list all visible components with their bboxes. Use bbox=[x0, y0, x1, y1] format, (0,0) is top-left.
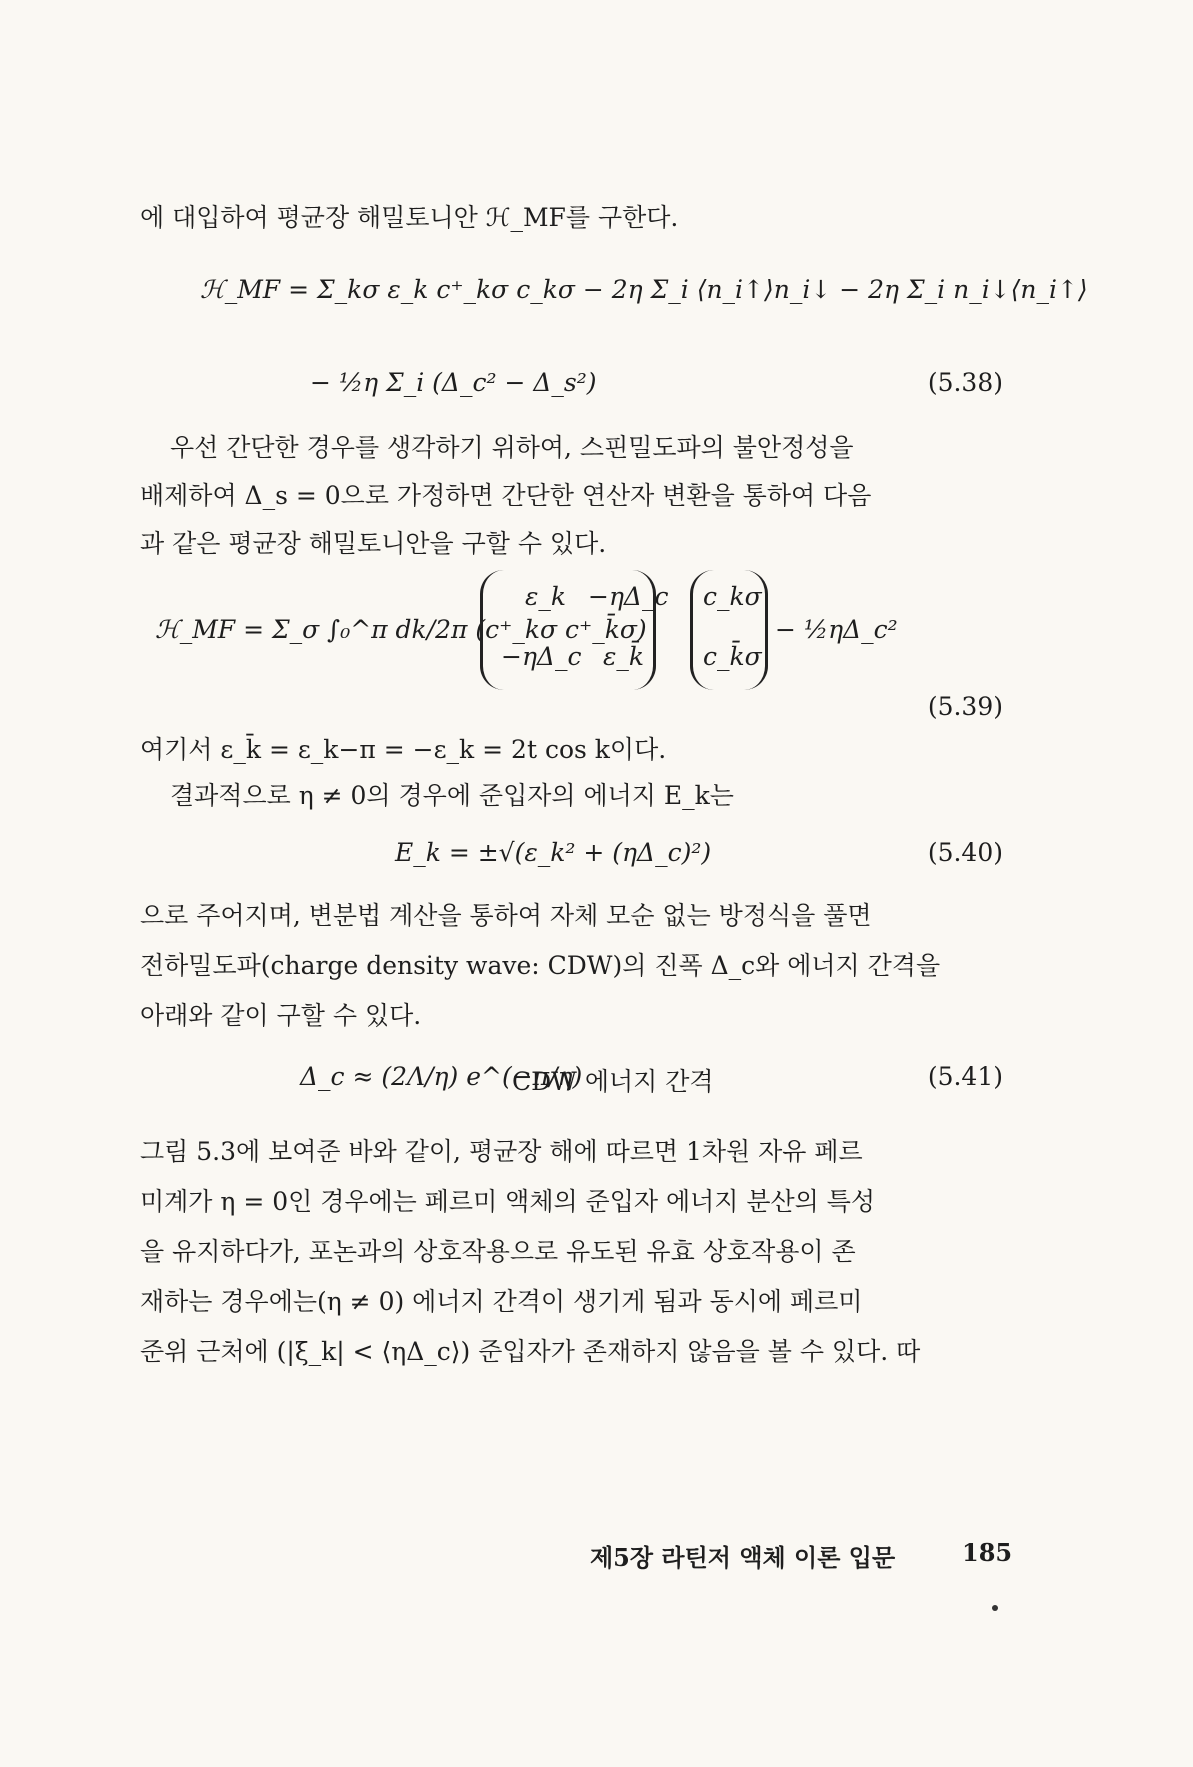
vector-entry: c_kσ bbox=[703, 582, 762, 611]
equation-5-38-line1: ℋ_MF = Σ_kσ ε_k c⁺_kσ c_kσ − 2η Σ_i ⟨n_i↑⟩n_i↓ − 2η Σ_i n_i↓⟨n_i↑⟩ bbox=[200, 275, 1088, 304]
equation-number: (5.40) bbox=[927, 838, 1003, 867]
matrix-entry: −ηΔ_c bbox=[501, 642, 582, 671]
text-line: 과 같은 평균장 해밀토니안을 구할 수 있다. bbox=[140, 529, 607, 558]
text-line: 전하밀도파(charge density wave: CDW)의 진폭 Δ_c와 에너지 간격을 bbox=[140, 951, 941, 980]
equation-5-40: E_k = ±√(ε_k² + (ηΔ_c)²) bbox=[395, 838, 712, 867]
matrix-entry: ε_k bbox=[525, 582, 567, 611]
matrix-entry: −ηΔ_c bbox=[588, 582, 669, 611]
text-line: 재하는 경우에는(η ≠ 0) 에너지 간격이 생기게 됨과 동시에 페르미 bbox=[140, 1287, 863, 1316]
dot-mark bbox=[992, 1605, 998, 1611]
equation-5-38-line2: − ½η Σ_i (Δ_c² − Δ_s²) bbox=[310, 368, 597, 397]
equation-number: (5.41) bbox=[927, 1062, 1003, 1091]
text-line: 아래와 같이 구할 수 있다. bbox=[140, 1001, 422, 1030]
vector-entry: c_k̄σ bbox=[703, 642, 762, 671]
equation-5-39: ℋ_MF = Σ_σ ∫₀^π dk/2π (c⁺_kσ c⁺_k̄σ) bbox=[155, 615, 647, 644]
text-line: 우선 간단한 경우를 생각하기 위하여, 스핀밀도파의 불안정성을 bbox=[170, 433, 854, 462]
text-line: 그림 5.3에 보여준 바와 같이, 평균장 해에 따르면 1차원 자유 페르 bbox=[140, 1137, 863, 1166]
text-line: 여기서 ε_k̄ = ε_k−π = −ε_k = 2t cos k이다. bbox=[140, 735, 667, 764]
text-line: 을 유지하다가, 포논과의 상호작용으로 유도된 유효 상호작용이 존 bbox=[140, 1237, 856, 1266]
text-line: 준위 근처에 (|ξ_k| < ⟨ηΔ_c⟩) 준입자가 존재하지 않음을 볼 수 있다. 따 bbox=[140, 1337, 921, 1366]
matrix-entry: ε_k̄ bbox=[603, 642, 645, 671]
running-footer: 제5장 라틴저 액체 이론 입문 bbox=[590, 1543, 896, 1572]
equation-number: (5.39) bbox=[927, 692, 1003, 721]
vector bbox=[690, 570, 768, 690]
text-line: 에 대입하여 평균장 해밀토니안 ℋ_MF를 구한다. bbox=[140, 203, 679, 232]
equation-label: CDW 에너지 간격 bbox=[512, 1067, 714, 1096]
equation-tail: − ½ηΔ_c² bbox=[775, 615, 898, 644]
page-number: 185 bbox=[962, 1538, 1013, 1567]
equation-number: (5.38) bbox=[927, 368, 1003, 397]
matrix bbox=[480, 570, 669, 690]
text-line: 배제하여 Δ_s = 0으로 가정하면 간단한 연산자 변환을 통하여 다음 bbox=[140, 481, 872, 510]
text-line: 결과적으로 η ≠ 0의 경우에 준입자의 에너지 E_k는 bbox=[170, 781, 734, 810]
text-line: 미계가 η = 0인 경우에는 페르미 액체의 준입자 에너지 분산의 특성 bbox=[140, 1187, 876, 1216]
equation-5-41: Δ_c ≈ (2Λ/η) e^(−π/η) bbox=[300, 1062, 583, 1091]
text-line: 으로 주어지며, 변분법 계산을 통하여 자체 모순 없는 방정식을 풀면 bbox=[140, 901, 872, 930]
